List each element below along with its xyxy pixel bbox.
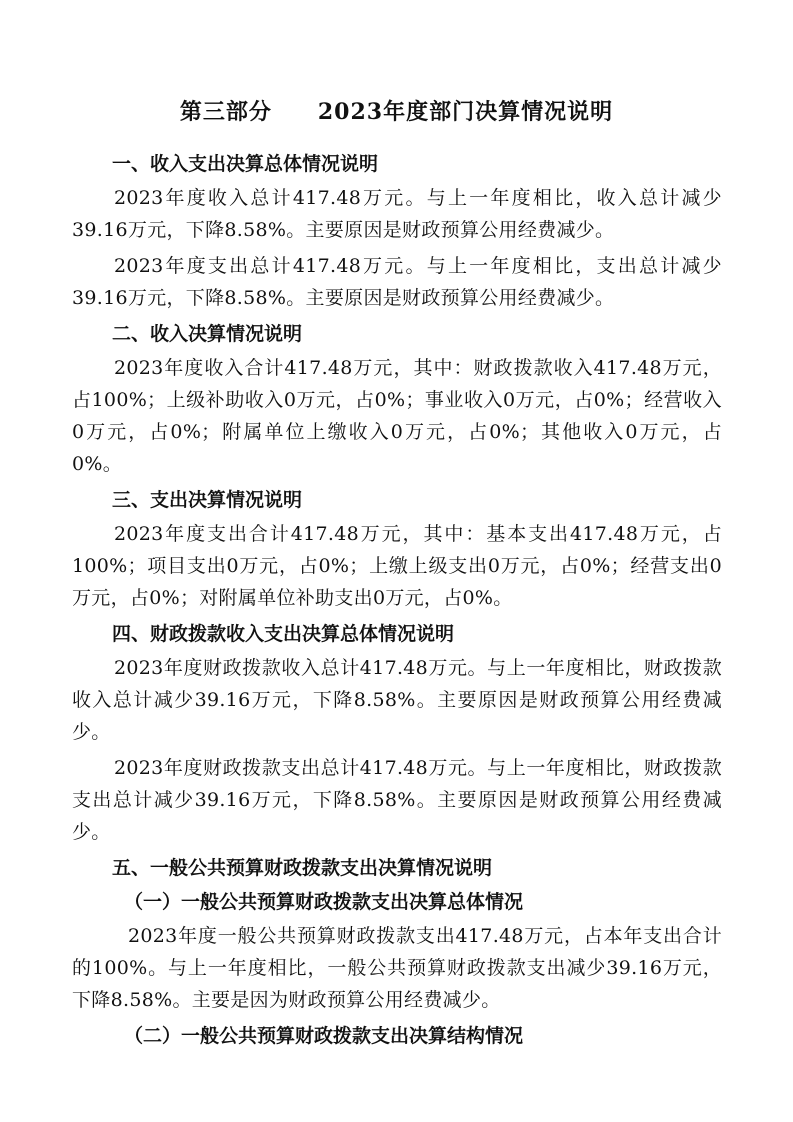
paragraph: 2023年度财政拨款支出总计417.48万元。与上一年度相比，财政拨款支出总计减少39.16万元，下降8.58%。主要原因是财政预算公用经费减少。 <box>72 757 722 843</box>
paragraph: 2023年度支出合计417.48万元，其中：基本支出417.48万元，占100%；项目支出0万元，占0%；上缴上级支出0万元，占0%；经营支出0万元，占0%；对附属单位补助支出0万元，占0%。 <box>72 523 722 609</box>
page-title: 第三部分 2023年度部门决算情况说明 <box>179 99 614 125</box>
subsection-heading-5-1: （一）一般公共预算财政拨款支出决算总体情况 <box>124 891 524 913</box>
paragraph: 2023年度一般公共预算财政拨款支出417.48万元，占本年支出合计的100%。与上一年度相比，一般公共预算财政拨款支出减少39.16万元，下降8.58%。主要是因为财政预算公用经费减少。 <box>72 925 722 1011</box>
document-body <box>72 148 722 1054</box>
subsection-heading-5-2: （二）一般公共预算财政拨款支出决算结构情况 <box>124 1025 524 1047</box>
paragraph: 2023年度支出总计417.48万元。与上一年度相比，支出总计减少39.16万元，下降8.58%。主要原因是财政预算公用经费减少。 <box>72 255 722 309</box>
paragraph: 2023年度财政拨款收入总计417.48万元。与上一年度相比，财政拨款收入总计减少39.16万元，下降8.58%。主要原因是财政预算公用经费减少。 <box>72 657 722 743</box>
paragraph: 2023年度收入总计417.48万元。与上一年度相比，收入总计减少39.16万元，下降8.58%。主要原因是财政预算公用经费减少。 <box>72 187 722 241</box>
section-heading-1: 一、收入支出决算总体情况说明 <box>112 153 379 175</box>
paragraph: 2023年度收入合计417.48万元，其中：财政拨款收入417.48万元，占100%；上级补助收入0万元，占0%；事业收入0万元，占0%；经营收入0万元，占0%；附属单位上缴收入0万元，占0%；其他收入0万元，占0%。 <box>72 357 722 475</box>
section-heading-4: 四、财政拨款收入支出决算总体情况说明 <box>112 623 455 645</box>
section-heading-3: 三、支出决算情况说明 <box>112 489 303 511</box>
section-heading-5: 五、一般公共预算财政拨款支出决算情况说明 <box>112 857 493 879</box>
section-heading-2: 二、收入决算情况说明 <box>112 323 303 345</box>
